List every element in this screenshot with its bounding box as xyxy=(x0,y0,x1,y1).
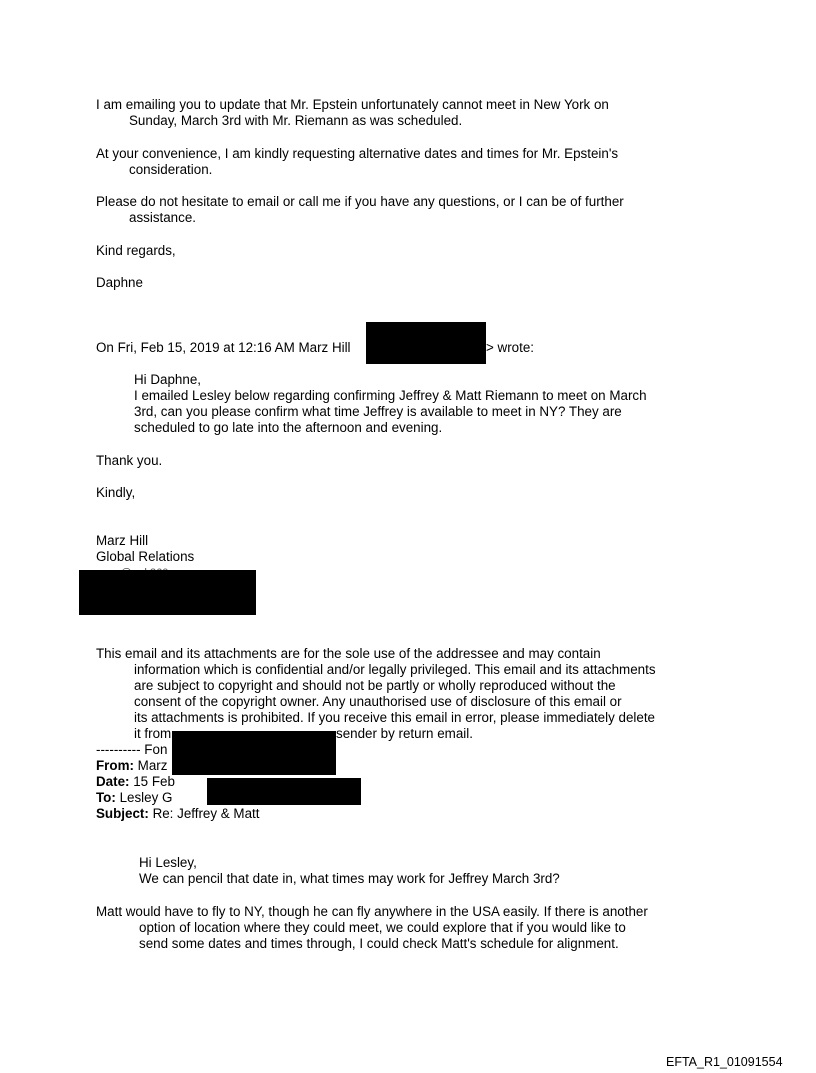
subject-value: Re: Jeffrey & Matt xyxy=(152,806,260,821)
from-line xyxy=(96,758,167,774)
disclaimer-line-4: consent of the copyright owner. Any unauthorised use of disclosure of this email or xyxy=(134,694,622,709)
quoted-thanks: Thank you. xyxy=(96,453,163,468)
disclaimer-line-6-start: it from xyxy=(134,726,172,741)
redaction-box-email-address xyxy=(366,322,486,364)
to-label: To: xyxy=(96,790,116,805)
quoted-body-line-3: scheduled to go late into the afternoon and evening. xyxy=(134,420,443,435)
signature-sender-name: Marz Hill xyxy=(96,533,149,548)
quoted-greeting: Hi Daphne, xyxy=(134,372,201,387)
quoted-kindly: Kindly, xyxy=(96,485,136,500)
subject-label: Subject: xyxy=(96,806,149,821)
intro-line-2: Sunday, March 3rd with Mr. Riemann as was scheduled. xyxy=(129,113,463,128)
disclaimer-line-1: This email and its attachments are for the sole use of the addressee and may contain xyxy=(96,646,601,661)
document-id: EFTA_R1_01091554 xyxy=(666,1055,783,1069)
redaction-box-date-to xyxy=(207,778,361,805)
from-label: From: xyxy=(96,758,134,773)
date-line xyxy=(96,774,175,790)
disclaimer-line-2: information which is confidential and/or legally privileged. This email and its attachments xyxy=(134,662,656,677)
from-value: Marz xyxy=(137,758,168,773)
redaction-box-forward-from xyxy=(172,731,336,775)
closing-text: Kind regards, xyxy=(96,243,176,258)
request-line-1: At your convenience, I am kindly requesting alternative dates and times for Mr. Epstein's xyxy=(96,146,619,161)
quoted-header-suffix: > wrote: xyxy=(486,340,535,355)
to-line xyxy=(96,790,172,806)
quoted-body-line-1: I emailed Lesley below regarding confirming Jeffrey & Matt Riemann to meet on March xyxy=(134,388,647,403)
contact-line-1: Please do not hesitate to email or call me if you have any questions, or I can be of further xyxy=(96,194,624,209)
disclaimer-line-5: its attachments is prohibited. If you receive this email in error, please immediately delete xyxy=(134,710,655,725)
quoted-header-prefix: On Fri, Feb 15, 2019 at 12:16 AM Marz Hill xyxy=(96,340,351,355)
forwarded-greeting: Hi Lesley, xyxy=(139,855,197,870)
signature-sender-title: Global Relations xyxy=(96,549,195,564)
disclaimer-line-6-end: sender by return email. xyxy=(336,726,473,741)
to-value: Lesley G xyxy=(119,790,173,805)
contact-line-2: assistance. xyxy=(129,210,196,225)
disclaimer-line-3: are subject to copyright and should not be partly or wholly reproduced without the xyxy=(134,678,616,693)
forwarded-marker: ---------- Fon xyxy=(96,742,168,757)
forwarded-para-line-3: send some dates and times through, I could check Matt's schedule for alignment. xyxy=(139,936,619,951)
date-value: 15 Feb xyxy=(133,774,175,789)
redaction-box-signature xyxy=(79,570,256,615)
request-line-2: consideration. xyxy=(129,162,213,177)
forwarded-para-line-2: option of location where they could meet, we could explore that if you would like to xyxy=(139,920,626,935)
subject-line xyxy=(96,806,259,822)
forwarded-para-line-1: Matt would have to fly to NY, though he can fly anywhere in the USA easily. If there is another xyxy=(96,904,648,919)
date-label: Date: xyxy=(96,774,130,789)
signature-name: Daphne xyxy=(96,275,143,290)
forwarded-body-line-1: We can pencil that date in, what times may work for Jeffrey March 3rd? xyxy=(139,871,560,886)
quoted-body-line-2: 3rd, can you please confirm what time Jeffrey is available to meet in NY? They are xyxy=(134,404,622,419)
intro-line-1: I am emailing you to update that Mr. Epstein unfortunately cannot meet in New York on xyxy=(96,97,609,112)
